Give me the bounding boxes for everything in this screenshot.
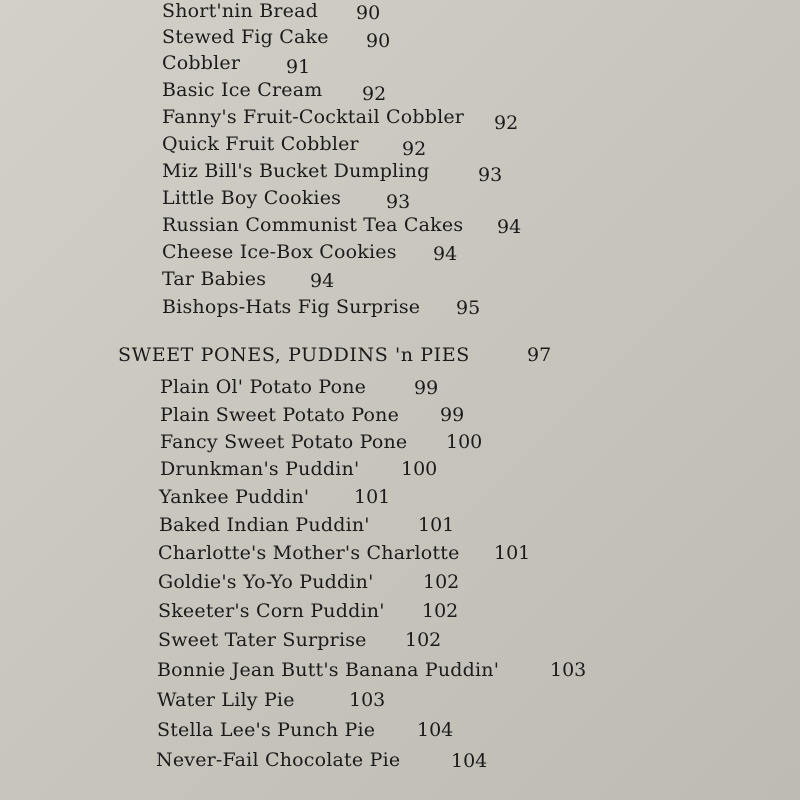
toc-entry-page: 103 [349, 689, 386, 711]
toc-entry-page: 101 [354, 486, 391, 508]
toc-entry-title: Baked Indian Puddin' [159, 514, 370, 536]
section-heading: SWEET PONES, PUDDINS 'n PIES [118, 344, 470, 366]
toc-entry-page: 102 [422, 600, 459, 622]
toc-entry-page: 90 [356, 2, 381, 24]
toc-entry-page: 94 [310, 270, 335, 292]
toc-entry-page: 93 [386, 191, 411, 213]
toc-entry-title: Drunkman's Puddin' [160, 458, 360, 480]
toc-entry-title: Basic Ice Cream [162, 79, 323, 101]
toc-entry-page: 102 [405, 629, 442, 651]
toc-entry-title: Plain Sweet Potato Pone [160, 404, 400, 426]
toc-entry-page: 100 [401, 458, 438, 480]
toc-entry-page: 95 [456, 297, 481, 319]
toc-entry-title: Cobbler [162, 52, 241, 74]
toc-entry-title: Miz Bill's Bucket Dumpling [162, 160, 430, 182]
toc-entry-title: Bonnie Jean Butt's Banana Puddin' [157, 659, 500, 681]
toc-entry-title: Plain Ol' Potato Pone [160, 376, 367, 398]
toc-entry-title: Never-Fail Chocolate Pie [156, 749, 401, 771]
toc-entry-title: Fanny's Fruit-Cocktail Cobbler [162, 106, 465, 128]
toc-entry-title: Water Lily Pie [157, 689, 295, 711]
toc-entry-title: Yankee Puddin' [159, 486, 310, 508]
toc-entry-title: Fancy Sweet Potato Pone [160, 431, 408, 453]
toc-entry-page: 101 [494, 542, 531, 564]
toc-entry-page: 104 [451, 750, 488, 772]
toc-entry-page: 92 [402, 138, 427, 160]
toc-entry-title: Sweet Tater Surprise [158, 629, 367, 651]
toc-entry-page: 90 [366, 30, 391, 52]
toc-entry-page: 91 [286, 56, 311, 78]
toc-entry-page: 94 [433, 243, 458, 265]
toc-entry-title: Short'nin Bread [162, 0, 319, 22]
toc-entry-page: 100 [446, 431, 483, 453]
toc-entry-page: 93 [478, 164, 503, 186]
toc-entry-title: Charlotte's Mother's Charlotte [158, 542, 460, 564]
toc-entry-title: Bishops-Hats Fig Surprise [162, 296, 421, 318]
section-heading-page: 97 [527, 344, 552, 366]
toc-entry-page: 94 [497, 216, 522, 238]
toc-entry-page: 103 [550, 659, 587, 681]
toc-entry-title: Little Boy Cookies [162, 187, 342, 209]
toc-entry-title: Stewed Fig Cake [162, 26, 329, 48]
toc-entry-page: 92 [494, 112, 519, 134]
toc-entry-title: Russian Communist Tea Cakes [162, 214, 464, 236]
toc-entry-page: 101 [418, 514, 455, 536]
toc-entry-page: 99 [414, 377, 439, 399]
toc-entry-title: Cheese Ice-Box Cookies [162, 241, 397, 263]
toc-entry-page: 92 [362, 83, 387, 105]
toc-entry-title: Skeeter's Corn Puddin' [158, 600, 385, 622]
toc-entry-title: Tar Babies [162, 268, 267, 290]
toc-entry-page: 102 [423, 571, 460, 593]
toc-entry-title: Quick Fruit Cobbler [162, 133, 359, 155]
toc-entry-title: Stella Lee's Punch Pie [157, 719, 376, 741]
toc-entry-page: 104 [417, 719, 454, 741]
toc-entry-title: Goldie's Yo-Yo Puddin' [158, 571, 374, 593]
toc-entry-page: 99 [440, 404, 465, 426]
